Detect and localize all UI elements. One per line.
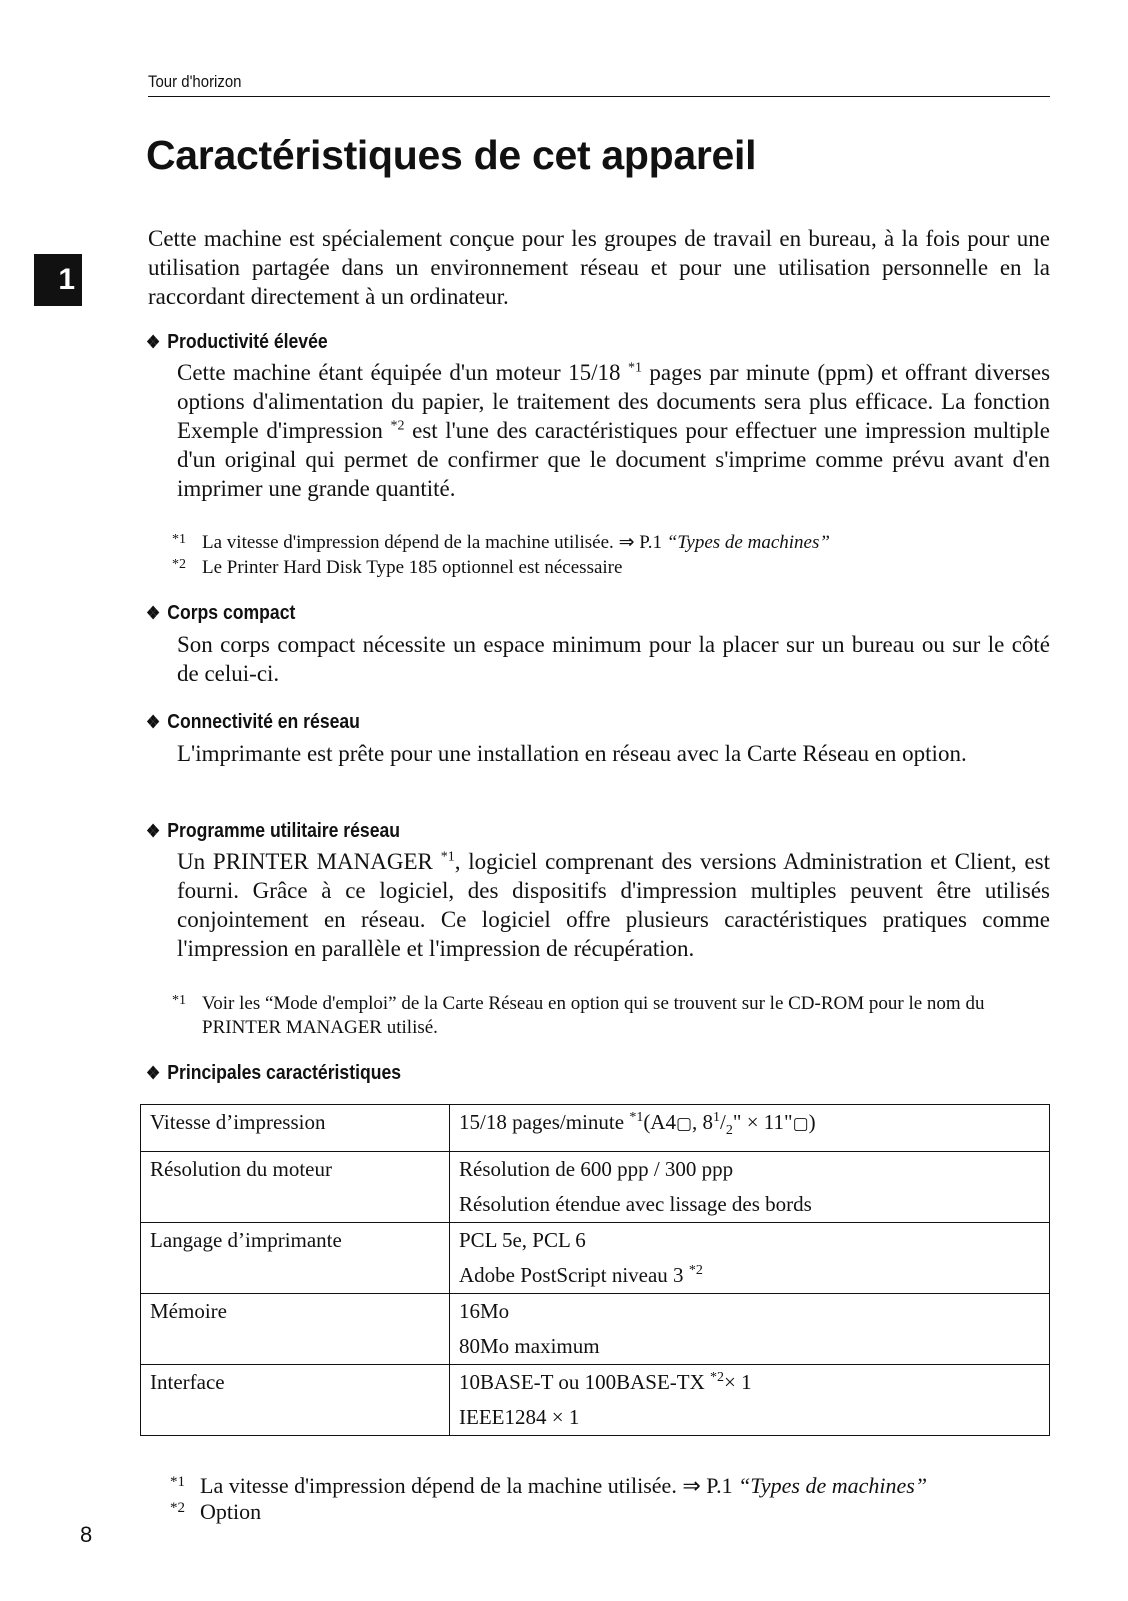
page-number: 8 (80, 1522, 93, 1547)
section-heading-compact: ❖ Corps compact (146, 602, 296, 624)
table-row (141, 1152, 1050, 1223)
diamond-bullet-icon: ❖ (146, 1063, 161, 1083)
spec-key: Mémoire (141, 1294, 450, 1365)
section-heading-connectivite: ❖ Connectivité en réseau (146, 711, 360, 733)
utilitaire-footnote-1: *1 Voir les “Mode d'emploi” de la Carte Réseau en option qui se trouvent sur le CD-ROM pour le nom du PRINTER MANAGER utilisé. (172, 993, 985, 1038)
spec-value: 15/18 pages/minute $^{*1}$(A4▢, $8^1/_2$" × 11"▢) (450, 1105, 1050, 1152)
spec-key: Langage d’imprimante (141, 1223, 450, 1294)
specs-table (140, 1104, 1050, 1436)
section-heading-productivite: ❖ Productivité élevée (146, 331, 328, 353)
spec-key: Interface (141, 1365, 450, 1436)
diamond-bullet-icon: ❖ (146, 821, 161, 841)
section-heading-utilitaire: ❖ Programme utilitaire réseau (146, 820, 401, 842)
spec-value: 10BASE-T ou 100BASE-TX $^{*2}$× 1 IEEE1284 × 1 (450, 1365, 1050, 1436)
table-row (141, 1223, 1050, 1294)
spec-value: 16Mo 80Mo maximum (450, 1294, 1050, 1365)
intro-paragraph: Cette machine est spécialement conçue pour les groupes de travail en bureau, à la fois pour une utilisation partagée dans un environnement réseau et pour une utilisation personnelle en la raccordant directement à un ordinateur. (148, 226, 1050, 309)
paper-orientation-icon: ▢ (792, 1114, 809, 1134)
diamond-bullet-icon: ❖ (146, 712, 161, 732)
table-row (141, 1294, 1050, 1365)
compact-paragraph: Son corps compact nécessite un espace minimum pour la placer sur un bureau ou sur le côté de celui-ci. (177, 632, 1050, 686)
running-head: Tour d'horizon (148, 72, 242, 91)
diamond-bullet-icon: ❖ (146, 332, 161, 352)
table-footnote-1: *1 La vitesse d'impression dépend de la machine utilisée. ⇒ P.1 “Types de machines” (170, 1473, 928, 1498)
productivite-footnote-1: *1 La vitesse d'impression dépend de la machine utilisée. ⇒ P.1 “Types de machines” (172, 532, 830, 553)
spec-key: Vitesse d’impression (141, 1105, 450, 1152)
spec-value: Résolution de 600 ppp / 300 ppp Résolution étendue avec lissage des bords (450, 1152, 1050, 1223)
utilitaire-paragraph: Un PRINTER MANAGER $^{*1}$, logiciel comprenant des versions Administration et Client, est fourni. Grâce à ce logiciel, des dispositifs d'impression multiples peuvent être utilisés conjointement en réseau. Ce logiciel offre plusieurs caractéristiques pratiques comme l'impression en parallèle et l'impression de récupération. (177, 849, 1050, 961)
paper-orientation-icon: ▢ (675, 1114, 693, 1134)
section-heading-principales: ❖ Principales caractéristiques (146, 1062, 402, 1084)
spec-key: Résolution du moteur (141, 1152, 450, 1223)
table-footnote-2: *2 Option (170, 1499, 262, 1524)
chapter-tab: 1 (34, 254, 82, 306)
table-row (141, 1105, 1050, 1152)
spec-value: PCL 5e, PCL 6 Adobe PostScript niveau 3 $^{*2}$ (450, 1223, 1050, 1294)
productivite-paragraph: Cette machine étant équipée d'un moteur 15/18 $^{*1}$ pages par minute (ppm) et offrant diverses options d'alimentation du papier, le traitement des documents sera plus efficace. La fonction Exemple d'impression $^{*2}$ est l'une des caractéristiques pour effectuer une impression multiple d'un original qui permet de confirmer que le document s'imprime comme prévu avant d'en imprimer une grande quantité. (177, 360, 1051, 501)
table-row (141, 1365, 1050, 1436)
diamond-bullet-icon: ❖ (146, 603, 161, 623)
page-title: Caractéristiques de cet appareil (146, 132, 757, 178)
connectivite-paragraph: L'imprimante est prête pour une installation en réseau avec la Carte Réseau en option. (177, 741, 967, 766)
header-rule (148, 96, 1050, 97)
productivite-footnote-2: *2 Le Printer Hard Disk Type 185 optionnel est nécessaire (172, 557, 623, 578)
